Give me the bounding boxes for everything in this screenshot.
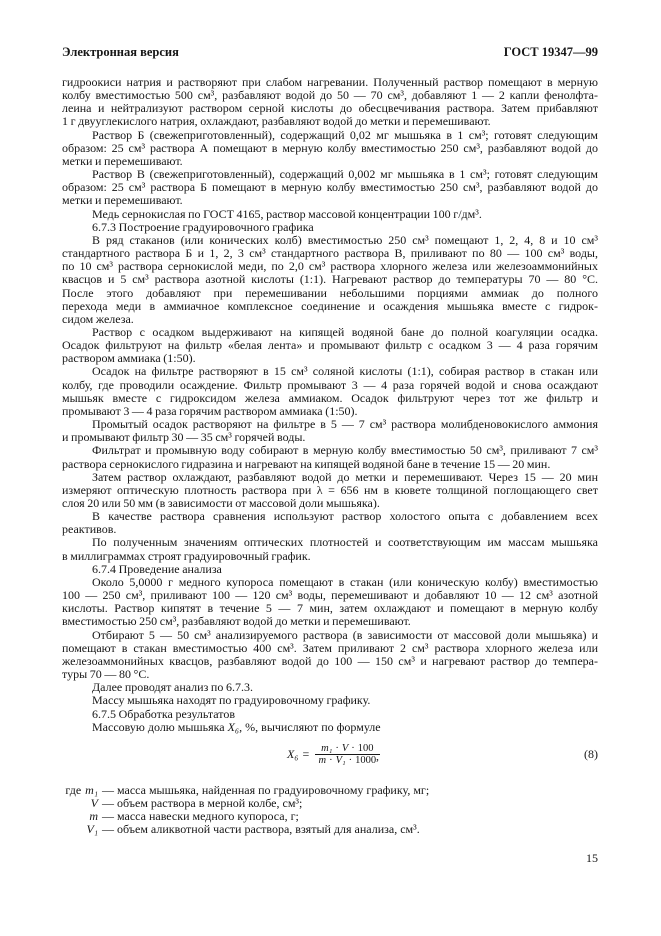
paragraph-copper-sulfate [62,208,598,221]
symbol-legend [62,784,598,837]
text-line: колбу, где проводили осаждение. Фильтр промывают 3 — 4 раза горячей водой и снова осаждают [62,377,598,392]
formula-token: m [318,754,327,766]
text-line: по 10 см³ раствора сернокислой меди, по 2,0 см³ раствора хлорного железа или железоаммонийных [62,259,598,274]
text-line: 6.7.5 Обработка результатов [92,706,236,721]
paragraph-aliquot [62,629,598,682]
formula-intro-text: Массовую долю мышьяка [92,719,228,734]
text-line: квасцов и 5 см³ раствора азотной кислоты (1:1). Нагревают раствор до температуры 70 — 80 °С. [62,272,598,287]
legend-row-v1 [62,823,598,836]
text-line: гидроокиси натрия и растворяют при слабом нагревании. Полученный раствор помещают в мерную [62,75,598,89]
legend-description: — объем аликвотной части раствора, взятый для анализа, см³. [102,822,420,837]
text-line: Отбирают 5 — 50 см³ анализируемого раствора (в зависимости от массовой доли мышьяка) и [92,627,598,642]
formula-8 [62,734,598,784]
legend-row-m1 [62,784,598,797]
text-line: стандартного раствора Б и 1, 2, 3 см³ стандартного раствора В, приливают по 80 — 100 см³ воды, [62,246,598,261]
text-line: 6.7.3 Построение градуировочного графика [92,219,314,234]
text-line: образом: 25 см³ раствора А помещают в мерную колбу вместимостью 250 см³, разбавляют водой до [62,140,598,155]
formula-token: · [351,742,355,754]
text-line: Раствор с осадком выдерживают на кипящей водяной бане до полной коагуляции осадка. [92,324,598,339]
text-line: Около 5,0000 г медного купороса помещают в стакан (или коническую колбу) вместимостью [92,574,598,589]
text-line: Затем раствор охлаждают, разбавляют водой до метки и перемешивают. Через 15 — 20 мин [92,469,598,484]
header-edition: Электронная версия [62,45,179,59]
legend-symbol: V₁ [86,822,98,837]
paragraph-arsenic-mass [62,694,598,707]
formula-token: V₁ [335,754,346,766]
text-line: в миллиграммах строят градуировочный график. [62,548,311,563]
text-line: Массу мышьяка находят по градуировочному графику. [92,693,371,708]
formula-intro-text-end: , %, вычисляют по формуле [239,719,381,734]
text-line: Медь сернокислая по ГОСТ 4165, раствор массовой концентрации 100 г/дм³. [92,206,482,221]
page-number: 15 [586,851,598,865]
paragraph-calibration-graph [62,536,598,562]
formula-number: (8) [584,746,598,761]
text-line: Осадок фильтруют на фильтр «белая лента» и промывают фильтр с осадком 3 — 4 раза горячим [62,338,598,353]
document-body [62,76,598,836]
text-line: перехода меди в аммиачное комплексное соединение и осаждения мышьяка вместе с гидрок- [62,298,598,313]
text-line: раствором аммиака (1:50). [62,351,196,366]
text-line: По полученным значениям оптических плотностей и соответствующим им массам мышьяка [92,535,598,550]
text-line: метки и перемешивают. [62,153,183,168]
formula-trailing-comma: , [376,748,379,763]
legend-lead-word: где [65,782,82,797]
text-line: Далее проводят анализ по 6.7.3. [92,680,253,695]
formula-token: m₁ [321,742,333,754]
text-line: 100 — 250 см³, приливают 100 — 120 см³ воды, перемешивают и добавляют 10 — 12 см³ азотной [62,588,598,603]
text-line: слоя 20 или 50 мм (в зависимости от массовой доли мышьяка). [62,496,380,510]
text-line: В ряд стаканов (или конических колб) вместимостью 250 см³ помещают 1, 2, 4, 8 и 10 см³ [92,232,598,247]
text-line: вместимостью 250 см³, разбавляют водой до метки и перемешивают. [62,614,411,629]
legend-symbol-cell [62,823,98,836]
text-line: Фильтрат и промывную воду собирают в мерную колбу вместимостью 50 см³, приливают 7 см³ [92,443,598,458]
paragraph-solution-b [62,129,598,168]
paragraph-optical-density [62,471,598,510]
text-line: леина и нейтрализуют раствором серной кислоты до обесцвечивания раствора. Затем прибавляют [62,101,598,116]
text-line: и промывают фильтр 30 — 35 см³ горячей воды. [62,430,306,445]
formula-left-side [287,748,309,761]
text-line: 1 г двууглекислого натрия, охлаждают, разбавляют водой до метки и перемешивают. [62,114,491,129]
legend-symbol: V [90,795,98,810]
paragraph-redissolution [62,365,598,418]
formula-fraction [315,743,380,766]
formula-lhs-symbol: X₆ [287,746,299,761]
header-standard-number: ГОСТ 19347—99 [503,45,598,59]
paragraph-continuation [62,76,598,129]
text-line: колбу вместимостью 500 см³, разбавляют водой до 50 — 70 см³, добавляют 1 — 2 капли фенолфта- [62,88,598,103]
section-heading-6-7-3 [62,221,598,234]
legend-symbol: m [89,809,98,824]
legend-description: — масса мышьяка, найденная по градуировочному графику, мг; [102,782,430,797]
legend-symbol: m₁ [85,782,98,797]
formula-token: V [341,742,349,754]
formula-intro-symbol: X₆ [227,719,240,734]
text-line: мышьяк вместе с гидроксидом железа аммиаком. Осадок фильтруют через тот же фильтр и [62,390,598,405]
section-heading-6-7-4 [62,563,598,576]
legend-description: — объем раствора в мерной колбе, см³; [102,795,303,810]
text-line: железоаммонийных квасцов, разбавляют водой до 100 — 150 см³ и нагревают раствор до темпера- [62,653,598,668]
paragraph-coagulation [62,326,598,365]
formula-token: 1000 [355,754,377,766]
text-line: реактивов. [62,522,117,537]
paragraph-hydrazine-reduction [62,444,598,470]
text-line: метки и перемешивают. [62,193,183,208]
text-line: Раствор Б (свежеприготовленный), содержащий 0,02 мг мышьяка в 1 см³; готовят следующим [92,127,598,142]
legend-symbol-cell [62,784,98,797]
paragraph-reference-solution [62,510,598,536]
text-line: кислоты. Раствор кипятят в течение 5 — 7 мин, затем охлаждают и помещают в мерную колбу [62,601,598,616]
paragraph-calibration-procedure [62,234,598,326]
text-line: Осадок на фильтре растворяют в 15 см³ соляной кислоты (1:1), собирая раствор в стакан или [92,364,598,379]
text-line: 6.7.4 Проведение анализа [92,561,222,576]
text-line: промывают 3 — 4 раза горячим раствором аммиака (1:50). [62,403,358,418]
formula-numerator [318,743,377,754]
paragraph-solution-v [62,168,598,207]
paragraph-molybdate-dissolution [62,418,598,444]
text-line: В качестве раствора сравнения используют раствор холостого опыта с добавлением всех [92,509,598,524]
text-line: сидом железа. [62,311,134,326]
text-line: Промытый осадок растворяют на фильтре в 5 — 7 см³ раствора молибденовокислого аммония [92,417,598,432]
formula-token: · [348,754,353,766]
formula-equals-sign: = [302,746,310,761]
text-line: образом: 25 см³ раствора Б помещают в мерную колбу вместимостью 250 см³, разбавляют водой до [62,180,598,195]
text-line: После этого добавляют при перемешивании небольшими порциями аммиак до полного [62,285,598,300]
formula-token: 100 [357,742,374,754]
formula-intro [62,721,598,734]
text-line: измеряют оптическую плотность раствора при λ = 656 нм в кювете толщиной поглощающего свет [62,482,598,497]
formula-denominator [315,755,380,766]
text-line: туры 70 — 80 °С. [62,667,150,682]
paragraph-sample-dissolution [62,576,598,629]
text-line: помещают в стакан вместимостью 400 см³. Затем приливают 2 см³ раствора хлорного железа или [62,640,598,655]
formula-token: · [335,742,339,754]
text-line: Раствор В (свежеприготовленный), содержащий 0,002 мг мышьяка в 1 см³; готовят следующим [92,167,598,182]
text-line: раствора сернокислого гидразина и нагревают на кипящей водяной бане в течение 15 — 20 мин. [62,456,551,471]
legend-description: — масса навески медного купороса, г; [102,809,299,824]
formula-token: · [329,754,333,766]
